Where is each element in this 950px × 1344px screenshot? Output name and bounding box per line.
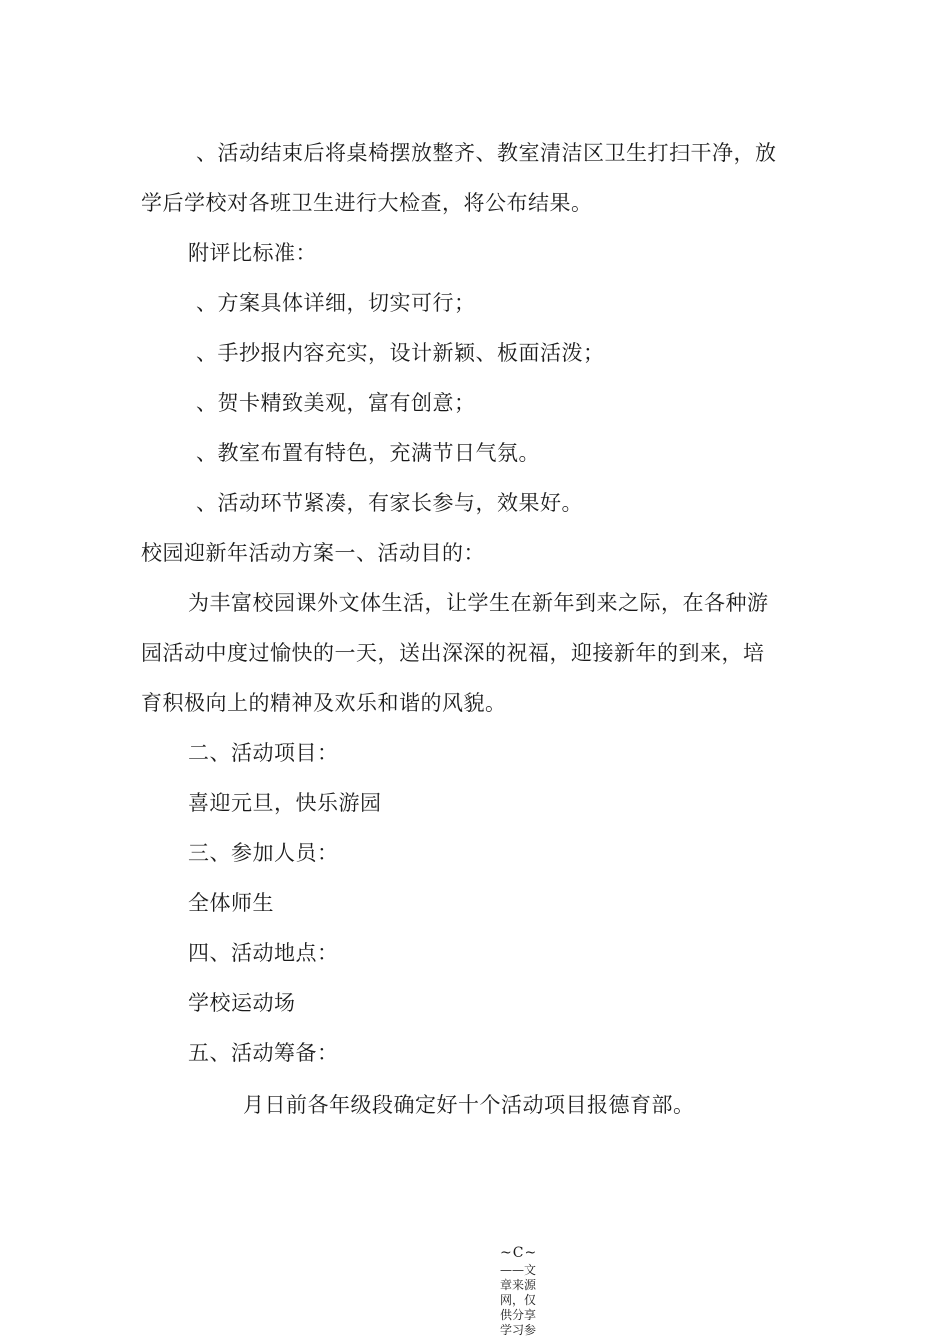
paragraph-line: 育积极向上的精神及欢乐和谐的风貌。: [141, 691, 507, 715]
paragraph-line: 学后学校对各班卫生进行大检查，将公布结果。: [141, 191, 593, 215]
paragraph-line: 月日前各年级段确定好十个活动项目报德育部。: [243, 1093, 695, 1117]
paragraph-line: 全体师生: [188, 891, 274, 915]
section-heading: 校园迎新年活动方案一、活动目的：: [141, 541, 485, 565]
list-item: 、方案具体详细，切实可行；: [196, 291, 476, 315]
section-heading: 二、活动项目：: [188, 741, 339, 765]
footer-mark: ~C~: [500, 1245, 538, 1261]
list-item: 、活动环节紧凑，有家长参与，效果好。: [196, 491, 583, 515]
list-item: 、教室布置有特色，充满节日气氛。: [196, 441, 540, 465]
paragraph-line: 喜迎元旦，快乐游园: [188, 791, 382, 815]
paragraph-line: 学校运动场: [188, 991, 296, 1015]
section-heading: 附评比标准：: [188, 241, 317, 265]
paragraph-line: 为丰富校园课外文体生活，让学生在新年到来之际，在各种游: [188, 591, 769, 615]
section-heading: 五、活动筹备：: [188, 1041, 339, 1065]
list-item: 、贺卡精致美观，富有创意；: [196, 391, 476, 415]
paragraph-line: 园活动中度过愉快的一天，送出深深的祝福，迎接新年的到来，培: [141, 641, 765, 665]
paragraph-line: 、活动结束后将桌椅摆放整齐、教室清洁区卫生打扫干净，放: [196, 141, 777, 165]
section-heading: 四、活动地点：: [188, 941, 339, 965]
footer-source-text: ——文章来源网，仅供分享学习参: [500, 1263, 537, 1337]
section-heading: 三、参加人员：: [188, 841, 339, 865]
page-footer: [500, 1246, 546, 1338]
list-item: 、手抄报内容充实，设计新颖、板面活泼；: [196, 341, 605, 365]
